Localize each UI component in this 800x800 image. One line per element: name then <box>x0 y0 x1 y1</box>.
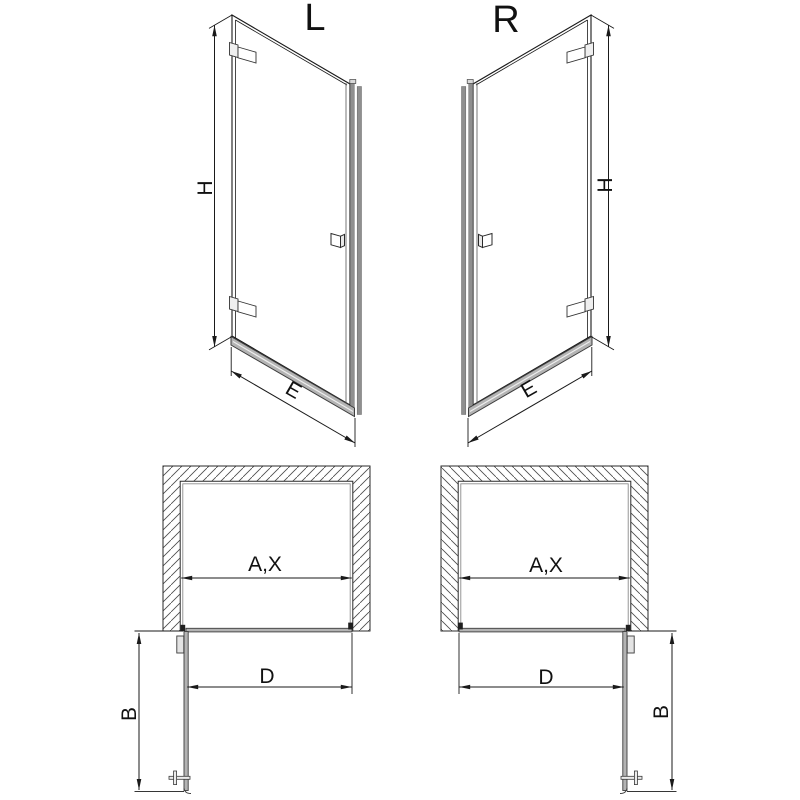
dim-label-e-left: E <box>281 376 306 404</box>
dim-label-h-right: H <box>594 177 617 193</box>
variant-label-right: R <box>492 0 520 41</box>
dim-label-b-left: B <box>118 706 141 722</box>
plan-view-left <box>135 466 371 794</box>
dim-label-d-left: D <box>259 665 275 688</box>
dim-label-e-right: E <box>516 375 541 403</box>
dim-label-ax-right: A,X <box>529 554 563 577</box>
variant-label-left: L <box>304 0 326 39</box>
dim-label-b-right: B <box>650 704 673 720</box>
plan-view-right <box>441 466 677 794</box>
door-elevation-left <box>209 15 362 447</box>
door-elevation-right <box>462 15 615 447</box>
dim-label-h-left: H <box>194 180 217 196</box>
dim-label-d-right: D <box>538 666 554 689</box>
dim-label-ax-left: A,X <box>248 553 282 576</box>
